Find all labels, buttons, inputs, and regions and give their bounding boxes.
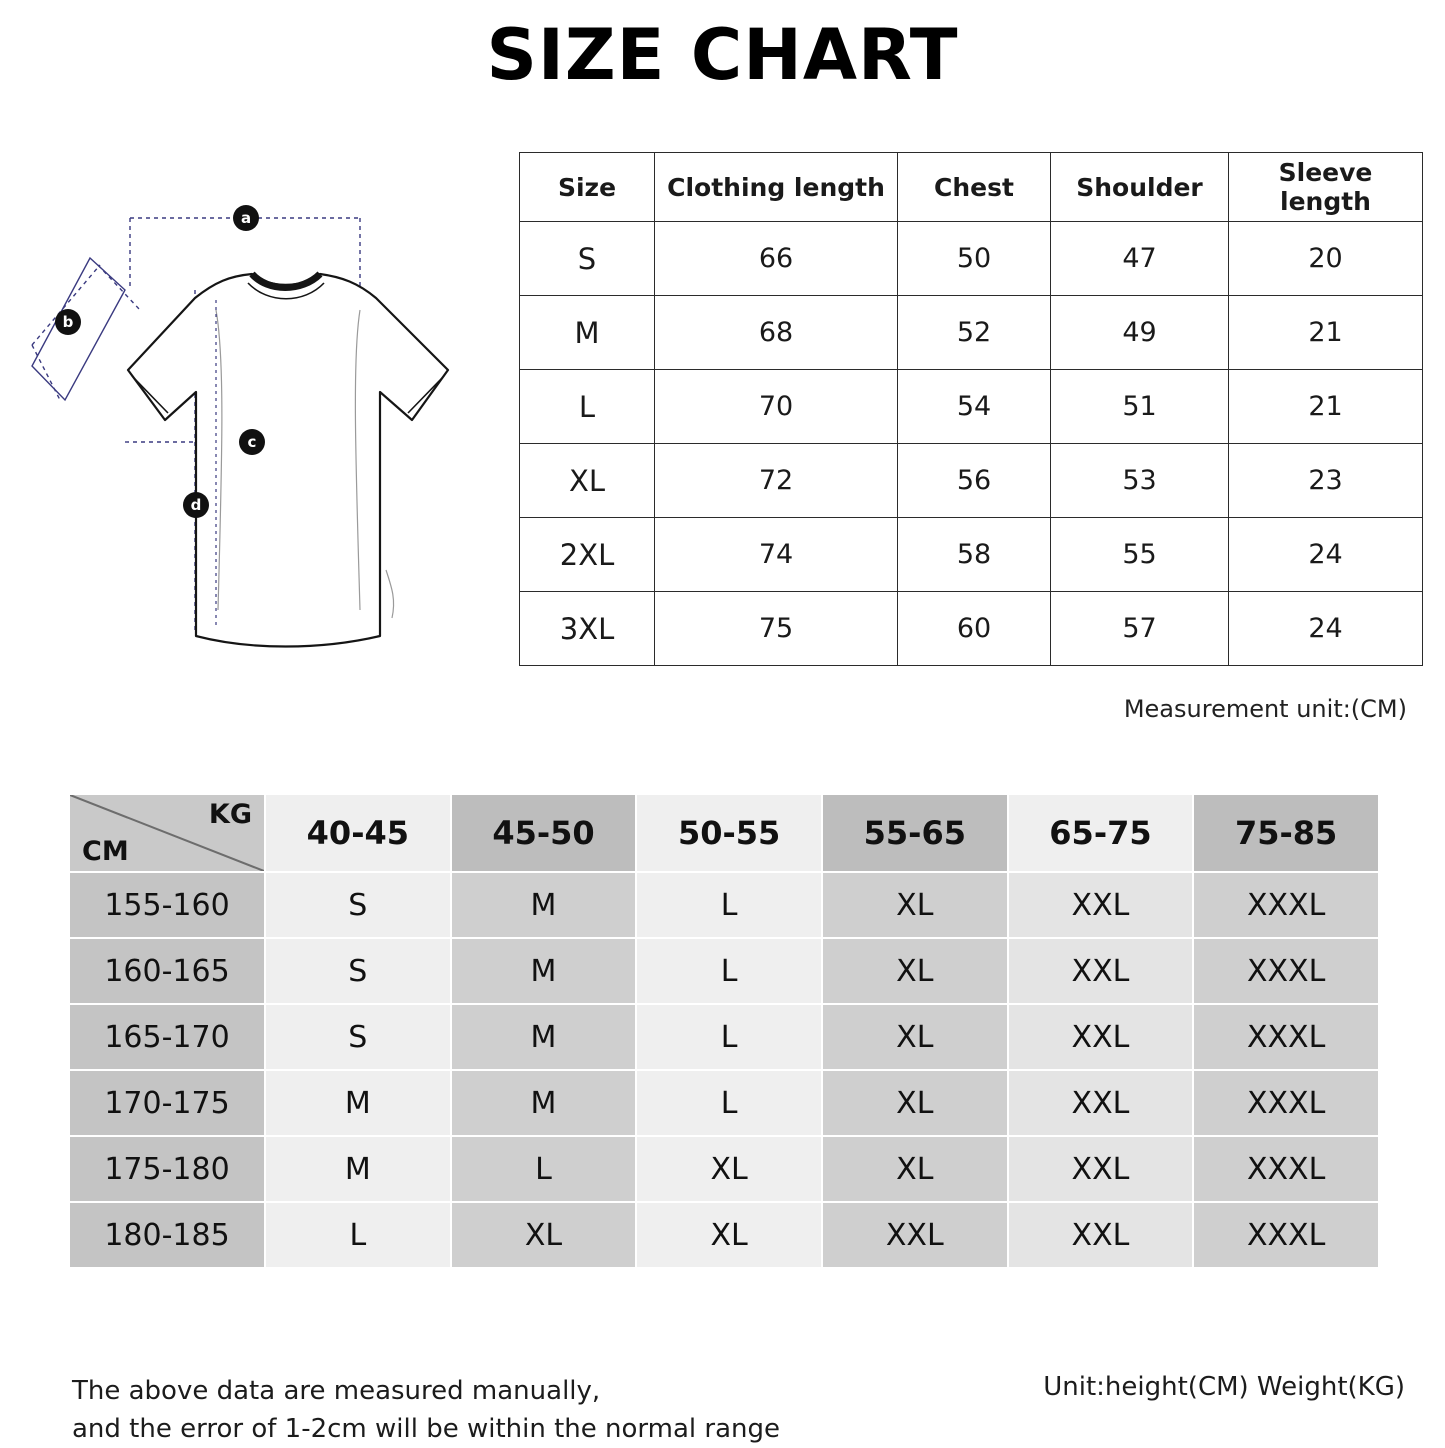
header-sleeve-length: Sleeve length <box>1229 153 1423 222</box>
disclaimer-line-2: and the error of 1-2cm will be within the normal range <box>72 1414 780 1444</box>
weight-range-header: 50-55 <box>637 795 821 871</box>
fit-cell: M <box>452 939 636 1003</box>
fit-cell: XXXL <box>1194 1137 1378 1201</box>
cell-chest: 58 <box>898 518 1051 592</box>
fit-cell: XL <box>823 1071 1007 1135</box>
fit-cell: M <box>266 1071 450 1135</box>
cell-sleeve-length: 20 <box>1229 222 1423 296</box>
diagram-label-b <box>55 309 81 335</box>
table-row <box>520 518 1423 592</box>
header-chest: Chest <box>898 153 1051 222</box>
cell-clothing-length: 70 <box>655 370 898 444</box>
cell-size: 2XL <box>520 518 655 592</box>
fit-cell: XL <box>823 1005 1007 1069</box>
fit-cell: L <box>637 1005 821 1069</box>
table-row <box>70 1071 1378 1135</box>
cell-shoulder: 51 <box>1051 370 1229 444</box>
cell-chest: 54 <box>898 370 1051 444</box>
svg-text:b: b <box>62 313 74 331</box>
fit-cell: XXXL <box>1194 873 1378 937</box>
fit-cell: XXXL <box>1194 1203 1378 1267</box>
table-row <box>520 592 1423 666</box>
cell-size: M <box>520 296 655 370</box>
fit-cell: XXXL <box>1194 939 1378 1003</box>
fit-cell: L <box>266 1203 450 1267</box>
fit-cell: M <box>452 873 636 937</box>
cell-shoulder: 57 <box>1051 592 1229 666</box>
cell-sleeve-length: 23 <box>1229 444 1423 518</box>
cell-chest: 50 <box>898 222 1051 296</box>
table-row <box>520 296 1423 370</box>
cell-sleeve-length: 21 <box>1229 370 1423 444</box>
corner-cell <box>70 795 264 871</box>
svg-text:d: d <box>190 496 202 514</box>
fit-cell: XXXL <box>1194 1071 1378 1135</box>
cell-clothing-length: 72 <box>655 444 898 518</box>
height-range-label: 165-170 <box>70 1005 264 1069</box>
fit-cell: M <box>452 1005 636 1069</box>
weight-range-header: 75-85 <box>1194 795 1378 871</box>
fit-cell: XXL <box>1009 1071 1193 1135</box>
height-range-label: 170-175 <box>70 1071 264 1135</box>
height-range-label: 155-160 <box>70 873 264 937</box>
cell-clothing-length: 68 <box>655 296 898 370</box>
cell-size: XL <box>520 444 655 518</box>
cell-size: 3XL <box>520 592 655 666</box>
cell-shoulder: 55 <box>1051 518 1229 592</box>
fit-cell: XXL <box>823 1203 1007 1267</box>
cell-size: S <box>520 222 655 296</box>
fit-cell: S <box>266 939 450 1003</box>
corner-kg-label: KG <box>208 799 252 830</box>
fit-cell: L <box>452 1137 636 1201</box>
disclaimer-note <box>72 1372 780 1448</box>
fit-cell: XL <box>823 939 1007 1003</box>
cell-clothing-length: 75 <box>655 592 898 666</box>
fit-cell: XXL <box>1009 1137 1193 1201</box>
table-row <box>70 1203 1378 1267</box>
unit-legend: Unit:height(CM) Weight(KG) <box>1043 1372 1405 1402</box>
table-row <box>520 222 1423 296</box>
height-range-label: 175-180 <box>70 1137 264 1201</box>
table-row <box>70 939 1378 1003</box>
fit-cell: M <box>452 1071 636 1135</box>
height-range-label: 180-185 <box>70 1203 264 1267</box>
fit-cell: XL <box>452 1203 636 1267</box>
diagram-label-a <box>233 205 259 231</box>
fit-cell: XL <box>637 1137 821 1201</box>
table-row <box>70 1137 1378 1201</box>
weight-range-header: 40-45 <box>266 795 450 871</box>
cell-clothing-length: 74 <box>655 518 898 592</box>
cell-chest: 60 <box>898 592 1051 666</box>
fit-cell: XXXL <box>1194 1005 1378 1069</box>
cell-sleeve-length: 24 <box>1229 592 1423 666</box>
weight-range-header: 55-65 <box>823 795 1007 871</box>
measurement-unit-note: Measurement unit:(CM) <box>1123 695 1407 723</box>
table-row <box>70 873 1378 937</box>
fit-cell: S <box>266 1005 450 1069</box>
measurement-header-row <box>520 153 1423 222</box>
fit-cell: XXL <box>1009 1203 1193 1267</box>
cell-clothing-length: 66 <box>655 222 898 296</box>
header-clothing-length: Clothing length <box>655 153 898 222</box>
diagram-label-d <box>183 492 209 518</box>
table-row <box>520 444 1423 518</box>
disclaimer-line-1: The above data are measured manually, <box>72 1376 601 1406</box>
cell-shoulder: 47 <box>1051 222 1229 296</box>
height-range-label: 160-165 <box>70 939 264 1003</box>
weight-range-header: 45-50 <box>452 795 636 871</box>
fit-header-row <box>70 795 1378 871</box>
cell-chest: 52 <box>898 296 1051 370</box>
header-size: Size <box>520 153 655 222</box>
tshirt-diagram <box>20 170 500 670</box>
header-shoulder: Shoulder <box>1051 153 1229 222</box>
fit-cell: S <box>266 873 450 937</box>
page-title: SIZE CHART <box>486 14 959 96</box>
fit-cell: M <box>266 1137 450 1201</box>
svg-text:c: c <box>247 433 257 451</box>
diagram-label-c <box>239 429 265 455</box>
table-row <box>520 370 1423 444</box>
fit-cell: XL <box>637 1203 821 1267</box>
fit-cell: XXL <box>1009 1005 1193 1069</box>
cell-shoulder: 49 <box>1051 296 1229 370</box>
table-row <box>70 1005 1378 1069</box>
weight-range-header: 65-75 <box>1009 795 1193 871</box>
cell-sleeve-length: 21 <box>1229 296 1423 370</box>
fit-cell: L <box>637 1071 821 1135</box>
fit-cell: L <box>637 873 821 937</box>
fit-recommendation-table <box>68 793 1380 1269</box>
cell-shoulder: 53 <box>1051 444 1229 518</box>
svg-text:a: a <box>240 209 252 227</box>
fit-cell: XXL <box>1009 939 1193 1003</box>
fit-cell: XL <box>823 873 1007 937</box>
fit-cell: L <box>637 939 821 1003</box>
measurement-table <box>519 152 1407 666</box>
fit-cell: XXL <box>1009 873 1193 937</box>
fit-cell: XL <box>823 1137 1007 1201</box>
cell-size: L <box>520 370 655 444</box>
cell-chest: 56 <box>898 444 1051 518</box>
corner-cm-label: CM <box>82 836 129 867</box>
cell-sleeve-length: 24 <box>1229 518 1423 592</box>
